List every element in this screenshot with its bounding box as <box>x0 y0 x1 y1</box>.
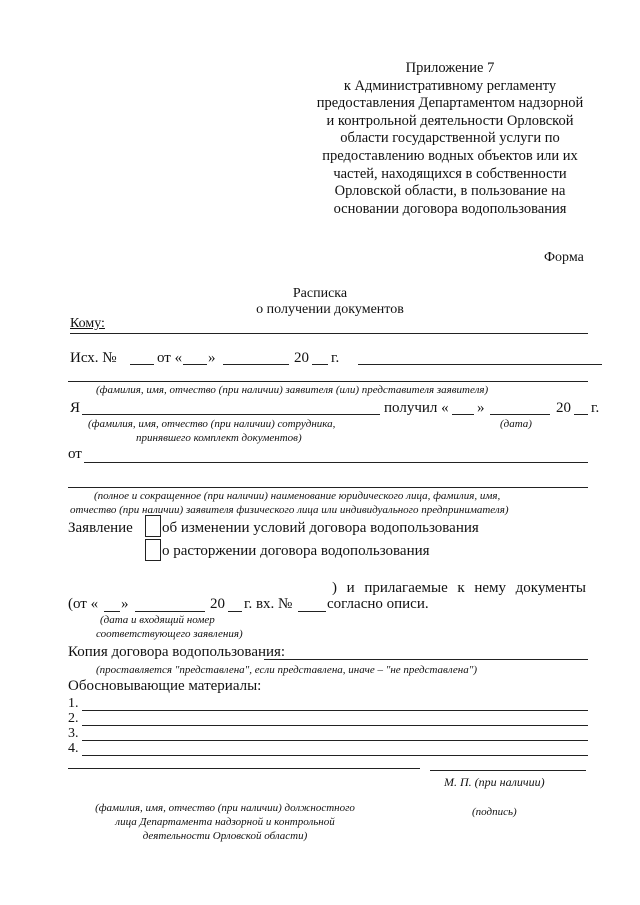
mp-label: М. П. (при наличии) <box>444 775 545 789</box>
from-field-2[interactable] <box>68 487 588 488</box>
header-line: Орловской области, в пользование на <box>334 183 566 200</box>
caption-date-number-1: (дата и входящий номер <box>100 614 215 626</box>
poluchil-label: получил « <box>384 400 449 416</box>
header-line: Приложение 7 <box>405 60 495 76</box>
ot-year-prefix: 20 <box>210 596 225 612</box>
checkbox-termination[interactable] <box>145 539 161 561</box>
signature-field[interactable] <box>430 770 586 771</box>
official-name-field[interactable] <box>68 768 420 769</box>
caption-applicant: (фамилия, имя, отчество (при наличии) заявителя (или) представителя заявителя) <box>96 384 489 396</box>
attached-docs-text: ) и прилагаемые к нему документы <box>332 580 586 596</box>
statement-month-field[interactable] <box>135 611 205 612</box>
form-label: Форма <box>544 250 584 265</box>
caption-official-3: деятельности Орловской области) <box>142 830 308 842</box>
statement-label: Заявление <box>68 520 133 536</box>
received-year-field[interactable] <box>574 414 588 415</box>
caption-employee-2: принявшего комплект документов) <box>136 432 302 444</box>
ref-g: г. <box>331 350 340 366</box>
caption-date: (дата) <box>500 418 532 430</box>
material-field[interactable] <box>82 755 588 756</box>
material-item-number: 1. <box>68 696 79 711</box>
header-line: и контрольной деятельности Орловской <box>326 112 574 129</box>
header-line: предоставлению водных объектов или их <box>322 147 578 164</box>
material-item-number: 4. <box>68 741 79 756</box>
caption-official-1: (фамилия, имя, отчество (при наличии) должностного <box>95 802 355 814</box>
appendix-header <box>300 60 600 218</box>
incoming-number-field[interactable] <box>298 611 326 612</box>
komu-label: Кому: <box>70 316 105 331</box>
isx-label: Исх. № <box>70 350 117 366</box>
applicant-name-field[interactable] <box>68 381 588 382</box>
komu-line[interactable] <box>70 333 588 334</box>
ya-label: Я <box>70 400 81 416</box>
material-field[interactable] <box>82 710 588 711</box>
caption-signature: (подпись) <box>472 806 517 818</box>
caption-org-1: (полное и сокращенное (при наличии) наименование юридического лица, фамилия, имя, <box>94 490 501 502</box>
header-line: области государственной услуги по <box>340 130 560 147</box>
ot-g-vx: г. вх. № <box>244 596 293 612</box>
material-item-number: 3. <box>68 726 79 741</box>
caption-org-2: отчество (при наличии) заявителя физического лица или индивидуального предпринимателя) <box>70 504 509 516</box>
header-line: частей, находящихся в собственности <box>333 165 567 182</box>
caption-employee-1: (фамилия, имя, отчество (при наличии) сотрудника, <box>88 418 336 430</box>
from-field[interactable] <box>84 462 588 463</box>
statement-day-field[interactable] <box>104 611 120 612</box>
caption-presented: (проставляется "представлена", если представлена, иначе – "не представлена") <box>96 664 478 676</box>
ref-ot-close: » <box>208 350 216 366</box>
title-subtitle: о получении документов <box>256 302 404 317</box>
statement-year-field[interactable] <box>228 611 242 612</box>
ref-ot-open: от « <box>157 350 183 366</box>
ref-extra-field[interactable] <box>358 364 602 365</box>
ot-close: » <box>121 596 129 612</box>
checkbox-change-conditions[interactable] <box>145 515 161 537</box>
material-field[interactable] <box>82 740 588 741</box>
isx-number-field[interactable] <box>130 364 154 365</box>
ref-month-field[interactable] <box>223 364 289 365</box>
received-close: » <box>477 400 485 416</box>
received-year-prefix: 20 <box>556 400 571 416</box>
from-label: от <box>68 446 82 462</box>
ref-year-field[interactable] <box>312 364 328 365</box>
copy-label: Копия договора водопользования: <box>68 644 286 660</box>
copy-status-field[interactable] <box>264 659 588 660</box>
materials-label: Обосновывающие материалы: <box>68 678 262 694</box>
material-field[interactable] <box>82 725 588 726</box>
received-month-field[interactable] <box>490 414 550 415</box>
ref-year-prefix: 20 <box>294 350 309 366</box>
caption-date-number-2: соответствующего заявления) <box>96 628 243 640</box>
received-day-field[interactable] <box>452 414 474 415</box>
title-receipt: Расписка <box>292 286 348 301</box>
header-line: к Административному регламенту <box>343 77 557 94</box>
ref-day-field[interactable] <box>183 364 207 365</box>
material-item-number: 2. <box>68 711 79 726</box>
header-line: предоставления Департаментом надзорной <box>316 95 584 112</box>
option-termination: о расторжении договора водопользования <box>162 543 430 559</box>
soglasno-text: согласно описи. <box>327 596 429 612</box>
header-line: основании договора водопользования <box>333 200 567 217</box>
ot-open: (от « <box>68 596 99 612</box>
caption-official-2: лица Департамента надзорной и контрольной <box>115 816 335 828</box>
option-change-conditions: об изменении условий договора водопользования <box>162 520 479 536</box>
employee-name-field[interactable] <box>82 414 380 415</box>
received-g: г. <box>591 400 600 416</box>
